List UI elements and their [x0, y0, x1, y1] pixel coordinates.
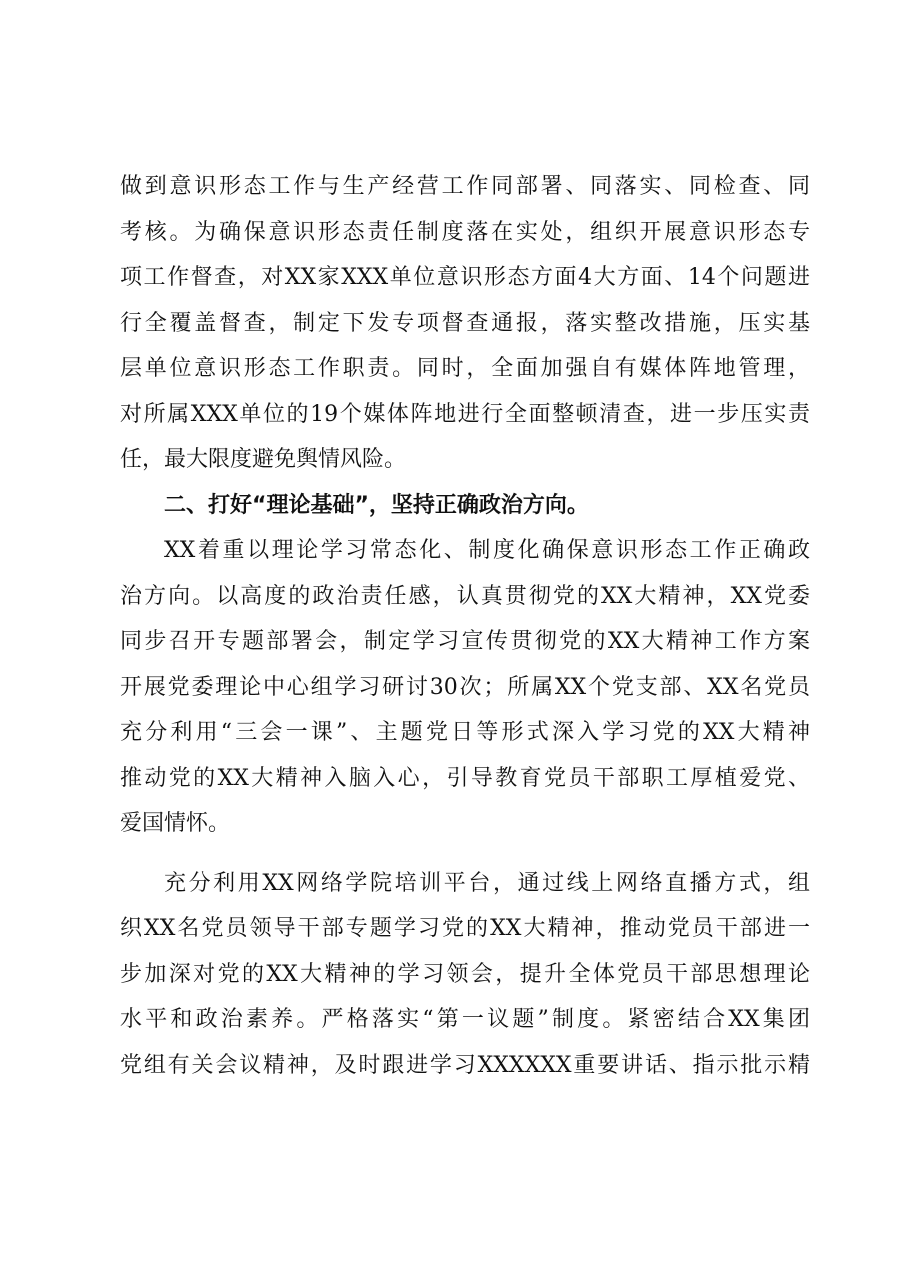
text-line: 水平和政治素养。严格落实“第一议题”制度。紧密结合XX集团 — [120, 1007, 810, 1032]
text-line: 层单位意识形态工作职责。同时，全面加强自有媒体阵地管理， — [120, 356, 810, 381]
text-line: 考核。为确保意识形态责任制度落在实处，组织开展意识形态专 — [120, 219, 810, 245]
text-line: 项工作督查，对XX家XXX单位意识形态方面4大方面、14个问题进 — [120, 265, 810, 290]
paragraph-online-training — [120, 861, 810, 1089]
paragraph-theory-study — [120, 528, 810, 847]
text-line: 治方向。以高度的政治责任感，认真贯彻党的XX大精神，XX党委 — [120, 583, 810, 609]
text-line: 充分利用XX网络学院培训平台，通过线上网络直播方式，组 — [164, 870, 810, 896]
text-line: 任，最大限度避免舆情风险。 — [120, 447, 407, 472]
section-heading: 二、打好“理论基础”，坚持正确政治方向。 — [164, 492, 589, 518]
text-line: 充分利用“三会一课”、主题党日等形式深入学习党的XX大精神 — [120, 720, 810, 745]
text-line: 步加深对党的XX大精神的学习领会，提升全体党员干部思想理论 — [120, 961, 810, 987]
text-line: 织XX名党员领导干部专题学习党的XX大精神，推动党员干部进一 — [120, 916, 810, 941]
text-line: 爱国情怀。 — [120, 811, 231, 836]
paragraph-continuation — [120, 164, 810, 483]
text-line: 开展党委理论中心组学习研讨30次；所属XX个党支部、XX名党员 — [120, 674, 810, 700]
document-body — [120, 164, 810, 1088]
text-line: XX着重以理论学习常态化、制度化确保意识形态工作正确政 — [164, 538, 810, 563]
text-line: 行全覆盖督查，制定下发专项督查通报，落实整改措施，压实基 — [120, 310, 810, 336]
text-line: 对所属XXX单位的19个媒体阵地进行全面整顿清查，进一步压实责 — [120, 401, 810, 427]
text-line: 党组有关会议精神，及时跟进学习XXXXXX重要讲话、指示批示精 — [120, 1052, 810, 1078]
text-line: 做到意识形态工作与生产经营工作同部署、同落实、同检查、同 — [120, 174, 810, 199]
text-line: 同步召开专题部署会，制定学习宣传贯彻党的XX大精神工作方案 — [120, 629, 810, 654]
text-line: 推动党的XX大精神入脑入心，引导教育党员干部职工厚植爱党、 — [120, 765, 810, 791]
